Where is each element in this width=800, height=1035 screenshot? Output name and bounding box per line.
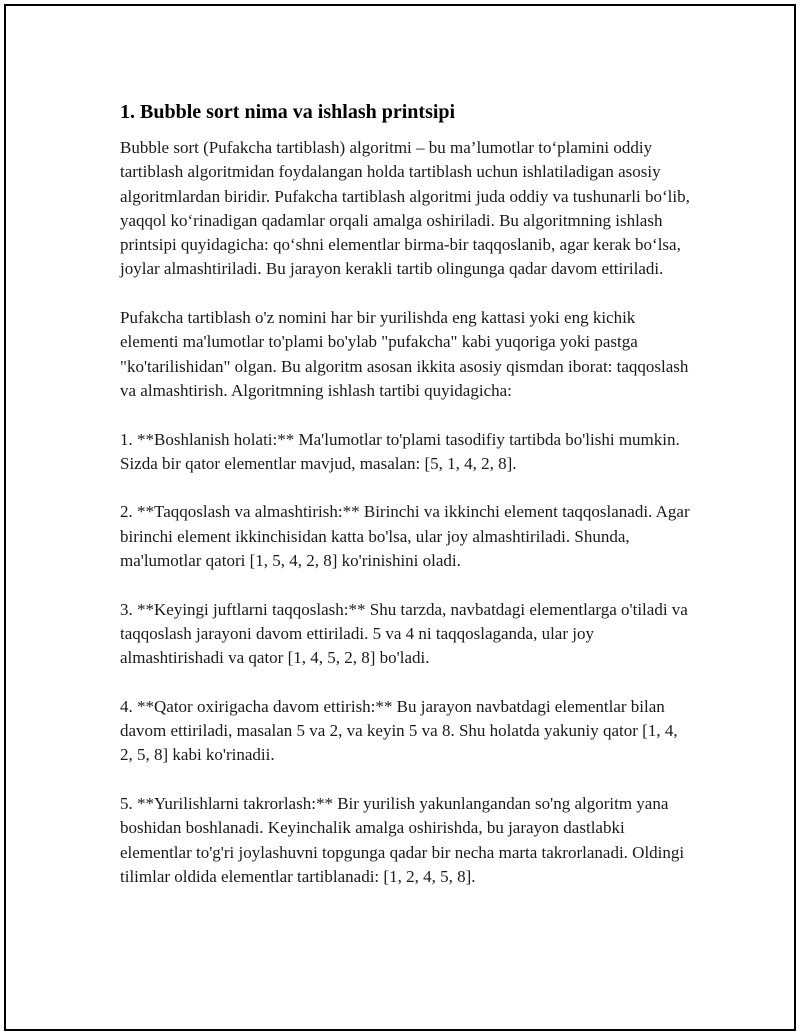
paragraph-step-5: 5. **Yurilishlarni takrorlash:** Bir yurilish yakunlangandan so'ng algoritm yana boshidan boshlanadi. Keyinchalik amalga oshirishda, bu jarayon dastlabki elementlar to'g'ri joylashuvni topgunga qadar bir necha marta takrorlanadi. Oldingi tilimlar oldida elementlar tartiblanadi: [1, 2, 4, 5, 8]. [120,794,685,886]
document-body [120,98,690,889]
paragraph-step-4: 4. **Qator oxirigacha davom ettirish:** Bu jarayon navbatdagi elementlar bilan davom ettiriladi, masalan 5 va 2, va keyin 5 va 8. Shu holatda yakuniy qator [1, 4, 2, 5, 8] kabi ko'rinadii. [120,696,678,765]
page-border [4,4,796,1031]
paragraph-overview: Pufakcha tartiblash o'z nomini har bir yurilishda eng kattasi yoki eng kichik elementi ma'lumotlar to'plami bo'ylab "pufakcha" kabi yuqoriga yoki pastga "ko'tarilishidan" olgan. Bu algoritm asosan ikkita asosiy qismdan iborat: taqqoslash va almashtirish. Algoritmning ishlash tartibi quyidagicha: [120,308,689,400]
paragraph-intro: Bubble sort (Pufakcha tartiblash) algoritmi – bu ma’lumotlar to‘plamini oddiy tartiblash algoritmidan foydalangan holda tartiblash uchun ishlatiladigan asosiy algoritmlardan biridir. Pufakcha tartiblash algoritmi juda oddiy va tushunarli bo‘lib, yaqqol ko‘rinadigan qadamlar orqali amalga oshiriladi. Bu algoritmning ishlash printsipi quyidagicha: qo‘shni elementlar birma-bir taqqoslanib, agar kerak bo‘lsa, joylar almashtiriladi. Bu jarayon kerakli tartib olingunga qadar davom ettiriladi. [120,138,690,279]
paragraph-step-2: 2. **Taqqoslash va almashtirish:** Birinchi va ikkinchi element taqqoslanadi. Agar birinchi element ikkinchisidan katta bo'lsa, ular joy almashtiriladi. Shunda, ma'lumotlar qatori [1, 5, 4, 2, 8] ko'rinishini oladi. [120,502,690,571]
paragraph-step-1: 1. **Boshlanish holati:** Ma'lumotlar to'plami tasodifiy tartibda bo'lishi mumkin. Sizda bir qator elementlar mavjud, masalan: [5, 1, 4, 2, 8]. [120,429,680,473]
paragraph-step-3: 3. **Keyingi juftlarni taqqoslash:** Shu tarzda, navbatdagi elementlarga o'tiladi va taqqoslash jarayoni davom ettiriladi. 5 va 4 ni taqqoslaganda, ular joy almashtirishadi va qator [1, 4, 5, 2, 8] bo'ladi. [120,599,688,668]
section-heading: 1. Bubble sort nima va ishlash printsipi [120,101,456,123]
